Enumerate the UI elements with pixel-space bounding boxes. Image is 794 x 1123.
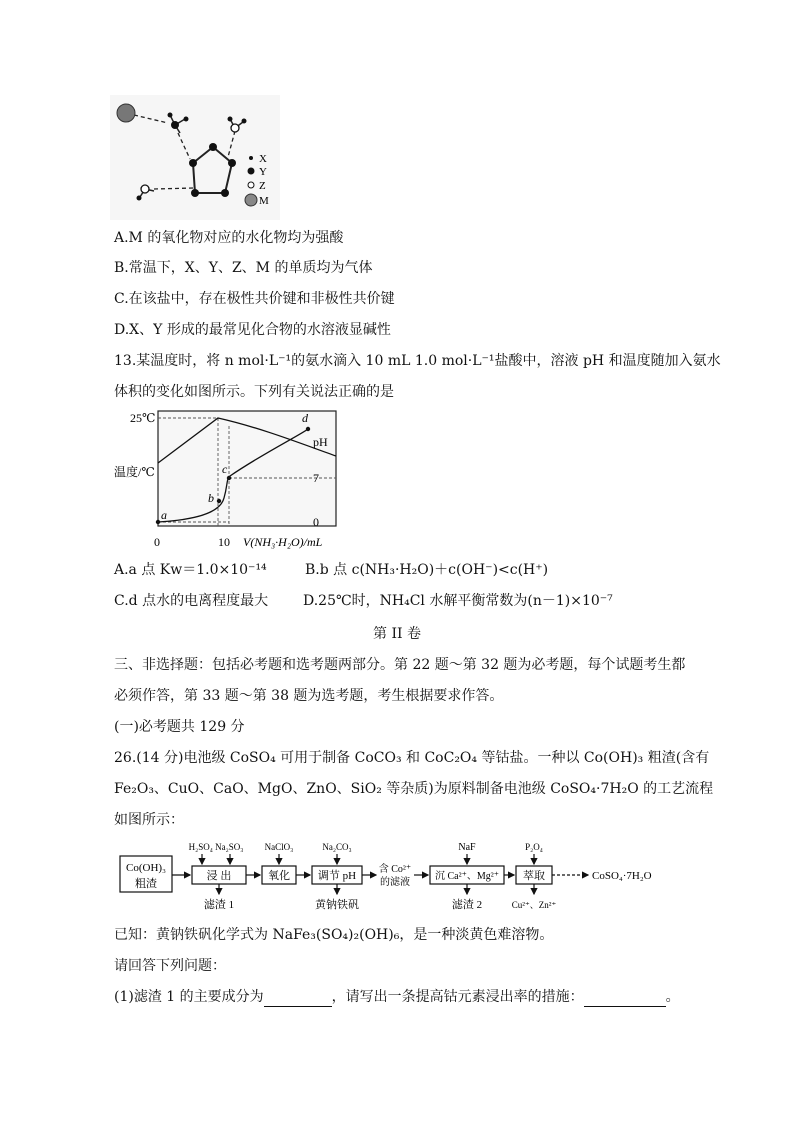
q13-option-d: D.25℃时，NH₄Cl 水解平衡常数为(n－1)×10⁻⁷ (303, 593, 613, 609)
point-c-label: c (222, 462, 228, 476)
flow-output-jarosite: 黄钠铁矾 (315, 899, 359, 911)
q12-option-c: C.在该盐中，存在极性共价键和非极性共价键 (114, 291, 395, 307)
x-0-label: 0 (154, 535, 160, 549)
q13-option-c: C.d 点水的电离程度最大 (114, 593, 269, 609)
flow-step-precipitate: 沉 Ca²⁺、Mg²⁺ (434, 871, 500, 882)
question-1-part-a: (1)滤渣 1 的主要成分为 (114, 989, 264, 1005)
flow-reagent-2: NaClO₃ (264, 842, 294, 852)
process-flowchart (114, 838, 694, 918)
flow-filtrate-line-1: 含 Co²⁺ (378, 864, 412, 875)
q13-stem-1: 13.某温度时，将 n mol·L⁻¹的氨水滴入 10 mL 1.0 mol·L⁻¹盐酸中，溶液 pH 和温度随加入氨水 (114, 353, 721, 369)
legend-x: X (259, 153, 267, 165)
flow-output-ions: Cu²⁺、Zn²⁺ (511, 900, 557, 910)
answer-prompt: 请回答下列问题： (114, 958, 226, 974)
ph-temperature-graph (112, 406, 344, 556)
point-d-label: d (302, 411, 308, 425)
q26-line-3: 如图所示： (114, 812, 184, 828)
required-header: (一)必考题共 129 分 (114, 719, 245, 735)
legend-z: Z (259, 180, 266, 192)
q13-option-b: B.b 点 c(NH₃·H₂O)＋c(OH⁻)<c(H⁺) (305, 562, 549, 578)
flow-step-leach: 浸 出 (206, 870, 232, 882)
q12-option-d: D.X、Y 形成的最常见化合物的水溶液显碱性 (114, 322, 391, 338)
answer-blank-2[interactable] (584, 991, 666, 1007)
question-1-end: 。 (665, 989, 680, 1005)
q26-line-2: Fe₂O₃、CuO、CaO、MgO、ZnO、SiO₂ 等杂质)为原料制备电池级 CoSO₄·7H₂O 的工艺流程 (114, 781, 714, 797)
flow-product: CoSO₄·7H₂O (592, 870, 652, 882)
temp-top-label: 25℃ (130, 411, 156, 425)
section-title: 第 II 卷 (373, 626, 421, 642)
q12-option-a: A.M 的氧化物对应的水化物均为强酸 (114, 230, 344, 246)
q13-stem-2: 体积的变化如图所示。下列有关说法正确的是 (114, 384, 394, 400)
question-1 (114, 987, 680, 1007)
point-a-label: a (161, 508, 167, 522)
point-b-label: b (208, 491, 214, 505)
ph-0-label: 0 (313, 515, 319, 529)
q26-line-1: 26.(14 分)电池级 CoSO₄ 可用于制备 CoCO₃ 和 CoC₂O₄ 等钴盐。一种以 Co(OH)₃ 粗渣(含有 (114, 750, 710, 766)
molecule-figure (110, 95, 280, 220)
x-axis-label: V(NH₃·H₂O)/mL (243, 535, 323, 549)
section3-line-1: 三、非选择题：包括必考题和选考题两部分。第 22 题～第 32 题为必考题，每个试题考生都 (114, 657, 686, 673)
legend-y: Y (259, 166, 267, 178)
flow-step-adjust-ph: 调节 pH (317, 870, 357, 882)
flow-output-residue-2: 滤渣 2 (451, 899, 483, 911)
flow-reagent-1: H₂SO₄ Na₂SO₃ (188, 842, 244, 852)
legend-m: M (259, 195, 269, 207)
temp-axis-label: 温度/℃ (114, 465, 155, 479)
flow-output-residue-1: 滤渣 1 (203, 899, 235, 911)
known-note: 已知：黄钠铁矾化学式为 NaFe₃(SO₄)₂(OH)₆，是一种淡黄色难溶物。 (114, 927, 554, 943)
flow-step-oxidize: 氧化 (268, 870, 290, 882)
question-1-part-b: ，请写出一条提高钴元素浸出率的措施： (331, 989, 584, 1005)
flow-raw-line-2: 粗渣 (135, 878, 157, 890)
flow-raw-line-1: Co(OH)₃ (126, 862, 166, 874)
ph-axis-label: pH (313, 435, 328, 449)
q13-option-a: A.a 点 Kw＝1.0×10⁻¹⁴ (114, 562, 267, 578)
q12-option-b: B.常温下，X、Y、Z、M 的单质均为气体 (114, 260, 373, 276)
answer-blank-1[interactable] (264, 991, 332, 1007)
flow-step-extract: 萃取 (523, 870, 545, 882)
flow-reagent-4: NaF (458, 842, 476, 853)
flow-filtrate-line-2: 的滤液 (380, 877, 410, 888)
section3-line-2: 必须作答，第 33 题～第 38 题为选考题，考生根据要求作答。 (114, 688, 504, 704)
ph-7-label: 7 (313, 471, 319, 485)
flow-reagent-3: Na₂CO₃ (322, 842, 352, 852)
flow-reagent-5: P₂O₄ (525, 842, 543, 852)
x-10-label: 10 (218, 535, 230, 549)
